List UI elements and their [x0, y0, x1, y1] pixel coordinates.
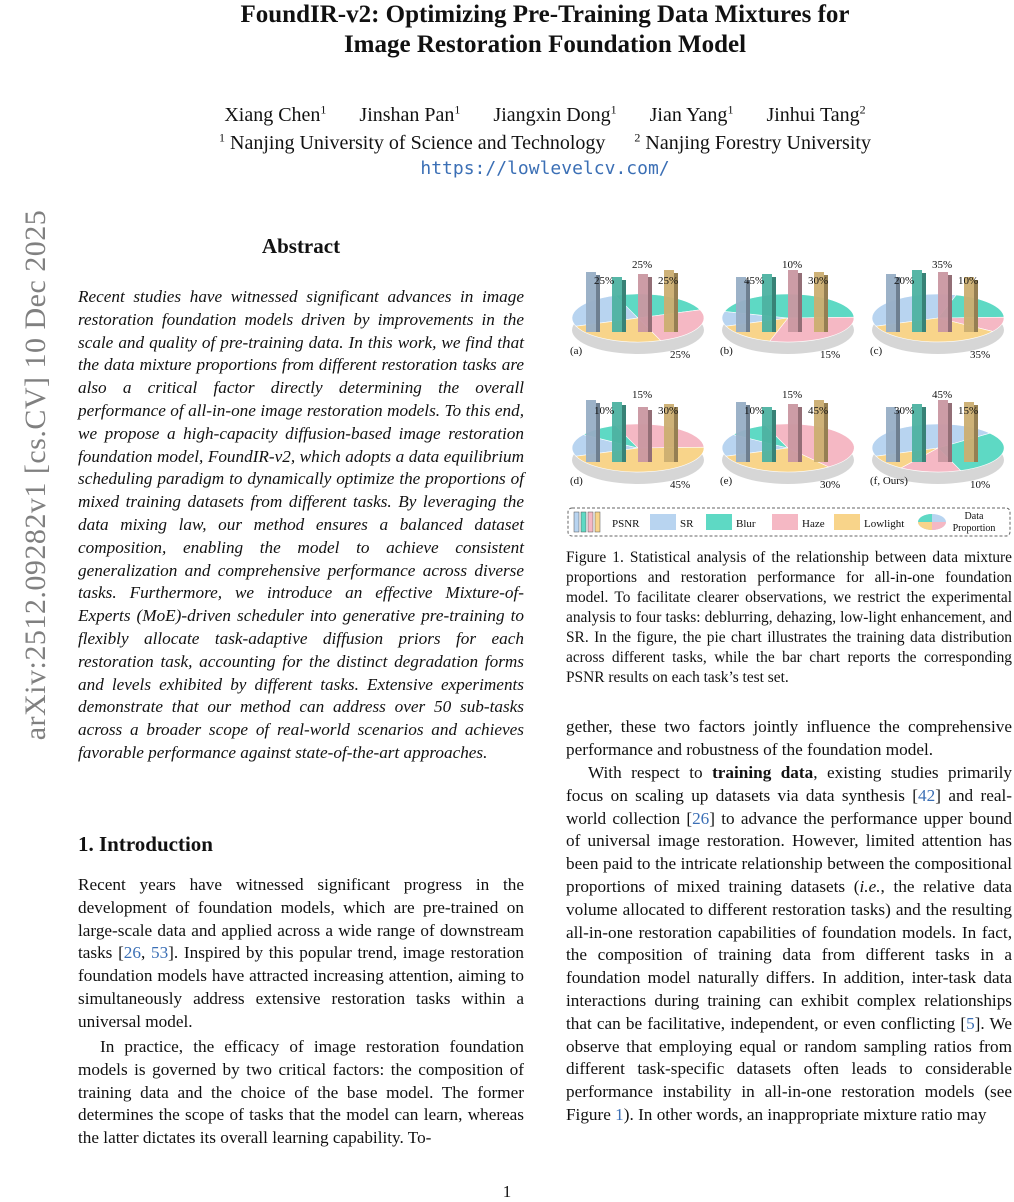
legend-label: Blur	[736, 518, 756, 530]
pie-percent-label: 15%	[820, 349, 841, 361]
legend-swatch	[706, 514, 732, 530]
psnr-bar-haze	[638, 274, 648, 332]
psnr-bar-haze	[638, 407, 648, 462]
pie-percent-label: 45%	[932, 389, 953, 401]
page-number: 1	[502, 1182, 512, 1201]
pie-percent-label: 30%	[894, 405, 915, 417]
subfigure-label: (b)	[720, 345, 733, 357]
pie-percent-label: 20%	[894, 275, 915, 287]
psnr-bar-side	[622, 405, 626, 462]
pie-percent-label: 45%	[670, 479, 691, 491]
citation-link[interactable]: 42	[918, 785, 936, 805]
pie-percent-label: 35%	[970, 349, 991, 361]
pie-percent-label: 10%	[594, 405, 615, 417]
pie-percent-label: 30%	[808, 275, 829, 287]
psnr-bar-side	[798, 407, 802, 462]
title-line-1: FoundIR-v2: Optimizing Pre-Training Data Mixtures for	[240, 1, 850, 28]
psnr-bar-side	[648, 277, 652, 332]
legend-psnr-label: PSNR	[612, 518, 640, 530]
pie-percent-label: 25%	[658, 275, 679, 287]
psnr-bar-side	[772, 410, 776, 462]
psnr-bar-side	[798, 273, 802, 332]
arxiv-sidebar	[16, 60, 56, 890]
pie-percent-label: 10%	[970, 479, 991, 491]
pie-percent-label: 25%	[632, 259, 653, 271]
project-url-link[interactable]: https://lowlevelcv.com/	[420, 158, 670, 179]
introduction-heading: 1. Introduction	[78, 832, 213, 856]
legend-label: SR	[680, 518, 694, 530]
legend-mini-pie-slice	[932, 522, 946, 530]
psnr-bar-side	[622, 280, 626, 332]
psnr-bar-side	[922, 273, 926, 332]
psnr-bar-side	[948, 275, 952, 332]
legend-swatch	[772, 514, 798, 530]
author: Jinshan Pan$^1$	[359, 102, 461, 126]
pie-percent-label: 10%	[782, 259, 803, 271]
legend-psnr-swatch	[595, 512, 600, 532]
pie-percent-label: 30%	[820, 479, 841, 491]
figure-caption: Figure 1. Statistical analysis of the relationship between data mixture proportions and restoration performance for all-in-one foundation model. To facilitate clearer observations, we restrict the experimental analysis to four tasks: deblurring, dehazing, low-light enhancement, and SR. In the figure, the pie chart illustrates the training data distribution across different tasks, while the bar chart reports the corresponding PSNR results on each task’s test set.	[566, 549, 1012, 686]
pie-percent-label: 10%	[744, 405, 765, 417]
pie-percent-label: 15%	[958, 405, 979, 417]
paper-title	[80, 0, 1010, 60]
figure-1	[566, 240, 1012, 540]
citation-link[interactable]: 53	[150, 943, 169, 963]
subfigure-label: (e)	[720, 475, 733, 487]
psnr-bar-side	[974, 280, 978, 332]
legend-data-label-1: Data	[964, 511, 984, 522]
author: Jiangxin Dong$^1$	[493, 102, 617, 126]
psnr-bar-side	[772, 277, 776, 332]
affiliation: $^1$ Nanjing University of Science and Technology	[219, 130, 606, 154]
author: Xiang Chen$^1$	[224, 102, 327, 126]
affiliations	[80, 130, 1010, 156]
citation-link[interactable]: 26	[123, 943, 141, 963]
psnr-bar-side	[896, 410, 900, 462]
legend-label: Lowlight	[864, 518, 905, 530]
pie-percent-label: 10%	[958, 275, 979, 287]
psnr-bar-haze	[788, 404, 798, 462]
arxiv-identifier: arXiv:2512.09282v1 [cs.CV] 10 Dec 2025	[19, 209, 52, 741]
author: Jinhui Tang$^2$	[766, 102, 866, 126]
subfigure-label: (d)	[570, 475, 583, 487]
subfigure-label: (f, Ours)	[870, 475, 908, 487]
intro-paragraph-1: Recent years have witnessed significant progress in the development of foundation models, which are pre-trained on large-scale data and applied across a wide range of downstream tasks [26, 53]. Inspired by this popular trend, image restoration foundation models have attracted increasing attention, aiming to simultaneously address extensive restoration tasks within a universal model.	[78, 875, 524, 1031]
legend-psnr-swatch	[574, 512, 579, 532]
pie-percent-label: 25%	[670, 349, 691, 361]
intro-paragraph-2: In practice, the efficacy of image restoration foundation models is governed by two critical factors: the composition of training data and the choice of the base model. The former determines the scope of tasks that the model can learn, whereas the latter dictates its overall learning capability. To-	[78, 1037, 524, 1148]
figure-1-chart	[566, 240, 1012, 540]
legend-psnr-swatch	[588, 512, 593, 532]
legend-swatch	[650, 514, 676, 530]
psnr-bar-haze	[788, 270, 798, 332]
psnr-bar-side	[648, 410, 652, 462]
legend-mini-pie-slice	[918, 514, 932, 522]
psnr-bar-haze	[938, 272, 948, 332]
abstract-text: Recent studies have witnessed significant advances in image restoration foundation models driven by improvements in the scale and quality of pre-training data. In this work, we find that the data mixture proportions from different restoration tasks are also a critical factor directly determining the overall performance of all-in-one image restoration models. To this end, we propose a high-capacity diffusion-based image restoration foundation model, FoundIR-v2, which adopts a data equilibrium scheduling paradigm to dynamically optimize the proportions of mixed training datasets from different tasks. By leveraging the data mixing law, our method ensures a balanced dataset composition, enabling the model to achieve consistent generalization and comprehensive performance across diverse tasks. Furthermore, we introduce an effective Mixture-of-Experts (MoE)-driven scheduler into generative pre-training to flexibly allocate task-adaptive diffusion priors for each restoration task, accounting for the distinct degradation forms and levels exhibited by different tasks. Extensive experiments demonstrate that our method can address over 50 sub-tasks across a broader scope of real-world scenarios and achieves favorable performance against state-of-the-art approaches.	[78, 287, 524, 762]
author-list	[80, 102, 1010, 128]
psnr-bar-side	[922, 407, 926, 462]
legend-data-label-2: Proportion	[952, 523, 996, 534]
title-line-2: Image Restoration Foundation Model	[343, 31, 747, 58]
legend-swatch	[834, 514, 860, 530]
pie-percent-label: 15%	[632, 389, 653, 401]
figure-ref-link[interactable]: 1	[615, 1104, 624, 1124]
psnr-bar-side	[948, 403, 952, 462]
pie-percent-label: 45%	[808, 405, 829, 417]
pie-percent-label: 15%	[782, 389, 803, 401]
subfigure-label: (a)	[570, 345, 583, 357]
subfigure-label: (c)	[870, 345, 883, 357]
right-paragraph-2: With respect to training data, existing studies primarily focus on scaling up datasets via data synthesis [42] and real-world collection [26] to advance the performance upper bound of universal image restoration. However, limited attention has been paid to the intricate relationship between the compositional proportions of mixed training datasets (i.e., the relative data volume allocated to different restoration tasks) and the resulting all-in-one restoration capabilities of foundation models. In fact, the composition of training data from different tasks in a foundation model naturally differs. In addition, inter-task data interactions during training can exhibit complex relationships that can be facilitative, independent, or even conflicting [5]. We observe that employing equal or random sampling ratios from different task-specific datasets often leads to considerable performance instability in all-in-one restoration models (see Figure 1). In other words, an inappropriate mixture ratio may	[566, 763, 1013, 1124]
pie-percent-label: 45%	[744, 275, 765, 287]
affiliation: $^2$ Nanjing Forestry University	[634, 130, 871, 154]
citation-link[interactable]: 5	[966, 1013, 975, 1033]
psnr-bar-haze	[938, 400, 948, 462]
right-paragraph-1: gether, these two factors jointly influence the comprehensive performance and robustness of the foundation model.	[566, 717, 1012, 759]
pie-percent-label: 25%	[594, 275, 615, 287]
pie-percent-label: 35%	[932, 259, 953, 271]
legend-mini-pie-slice	[918, 522, 932, 530]
abstract-heading: Abstract	[261, 234, 341, 258]
pie-percent-label: 30%	[658, 405, 679, 417]
author: Jian Yang$^1$	[649, 102, 734, 126]
legend-label: Haze	[802, 518, 825, 530]
legend-psnr-swatch	[581, 512, 586, 532]
citation-link[interactable]: 26	[692, 808, 710, 828]
psnr-bar-side	[746, 280, 750, 332]
